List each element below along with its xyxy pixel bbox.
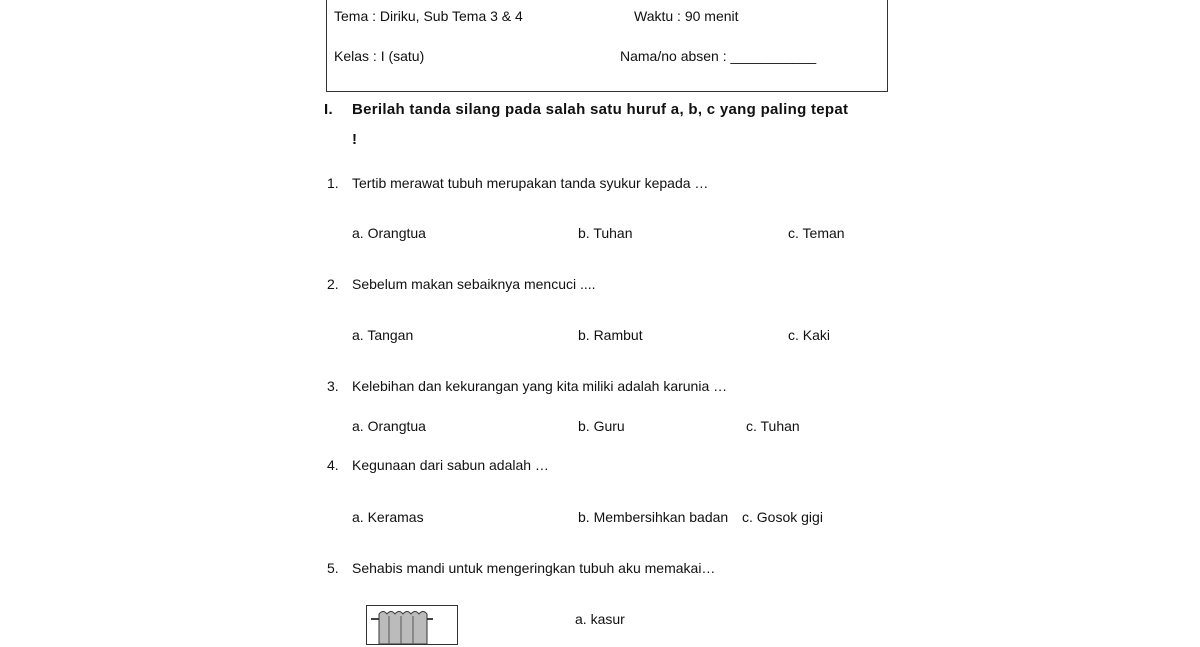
option-a[interactable]: a. Orangtua [352,225,426,241]
question-text: Tertib merawat tubuh merupakan tanda syukur kepada … [352,175,709,191]
question-number: 1. [327,175,339,191]
question-number: 3. [327,378,339,394]
option-c[interactable]: c. Teman [788,225,845,241]
option-a[interactable]: a. Keramas [352,509,424,525]
option-c[interactable]: c. Tuhan [746,418,800,434]
option-b[interactable]: b. Tuhan [578,225,633,241]
towel-icon [367,606,457,644]
question-text: Sehabis mandi untuk mengeringkan tubuh aku memakai… [352,560,716,576]
question-text: Sebelum makan sebaiknya mencuci .... [352,276,596,292]
section-number: I. [324,101,333,118]
option-b[interactable]: b. Guru [578,418,625,434]
kelas-label: Kelas : I (satu) [334,48,425,64]
nama-field[interactable]: Nama/no absen : ___________ [620,48,817,64]
option-a[interactable]: a. kasur [575,611,625,627]
instruction-line-2: ! [352,131,358,148]
question-text: Kegunaan dari sabun adalah … [352,457,549,473]
question-number: 5. [327,560,339,576]
option-c[interactable]: c. Gosok gigi [742,509,823,525]
option-c[interactable]: c. Kaki [788,327,831,343]
instruction-line-1: Berilah tanda silang pada salah satu huruf a, b, c yang paling tepat [352,101,849,118]
question-number: 2. [327,276,339,292]
question-number: 4. [327,457,339,473]
option-a[interactable]: a. Tangan [352,327,414,343]
answer-image-frame [366,605,458,645]
option-b[interactable]: b. Rambut [578,327,643,343]
option-b[interactable]: b. Membersihkan badan [578,509,729,525]
tema-label: Tema : Diriku, Sub Tema 3 & 4 [334,8,523,24]
question-text: Kelebihan dan kekurangan yang kita miliki adalah karunia … [352,378,728,394]
option-a[interactable]: a. Orangtua [352,418,426,434]
waktu-label: Waktu : 90 menit [634,8,739,24]
